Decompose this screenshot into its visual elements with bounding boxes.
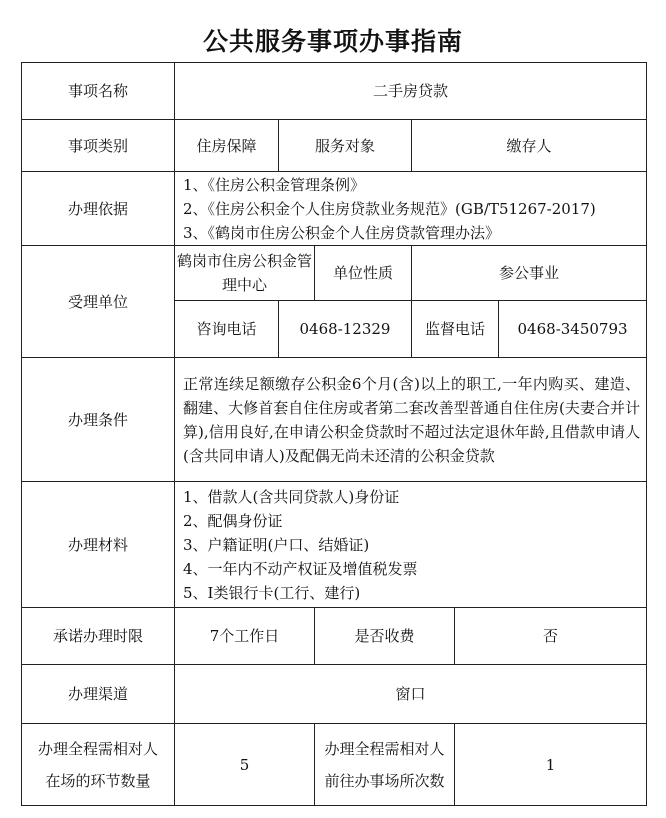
row-label-category: 事项类别 (22, 120, 175, 172)
row-label-counts (22, 724, 175, 806)
table-row (22, 358, 647, 482)
phone-value: 0468-12329 (279, 301, 412, 358)
table-row (22, 172, 647, 246)
table-row (22, 608, 647, 665)
row-label-unit: 受理单位 (22, 246, 175, 358)
fee-label: 是否收费 (315, 608, 455, 665)
list-item: 3、户籍证明(户口、结婚证) (183, 535, 370, 554)
list-item: 3、《鹤岗市住房公积金个人住房贷款管理办法》 (183, 223, 501, 242)
page-title: 公共服务事项办事指南 (202, 27, 463, 56)
item-category-value: 住房保障 (175, 120, 279, 172)
row-label-name: 事项名称 (22, 63, 175, 120)
counts-label2 (315, 724, 455, 806)
counts-label-line1: 办理全程需相对人 (37, 739, 158, 758)
time-value: 7个工作日 (175, 608, 315, 665)
counts-value1: 5 (175, 724, 315, 806)
fee-value: 否 (455, 608, 647, 665)
channel-value: 窗口 (175, 665, 647, 724)
supervise-label: 监督电话 (412, 301, 499, 358)
target-value: 缴存人 (412, 120, 647, 172)
unit-name: 鹤岗市住房公积金管理中心 (175, 246, 315, 301)
counts-value2: 1 (455, 724, 647, 806)
item-name-value: 二手房贷款 (175, 63, 647, 120)
table-row (22, 724, 647, 806)
list-item: 2、《住房公积金个人住房贷款业务规范》(GB/T51267-2017) (183, 199, 596, 218)
list-item: 4、一年内不动产权证及增值税发票 (183, 559, 418, 578)
guide-table (21, 62, 647, 806)
condition-text: 正常连续足额缴存公积金6个月(含)以上的职工,一年内购买、建造、翻建、大修首套自住住房或者第二套改善型普通自住住房(夫妻合并计算),信用良好,在申请公积金贷款时不超过法定退休年龄,且借款申请人(含共同申请人)及配偶无尚未还清的公积金贷款 (175, 358, 647, 482)
row-label-materials: 办理材料 (22, 482, 175, 608)
supervise-value: 0468-3450793 (499, 301, 647, 358)
list-item: 1、《住房公积金管理条例》 (183, 175, 366, 194)
table-row (22, 665, 647, 724)
unit-nature-label: 单位性质 (315, 246, 412, 301)
table-row (22, 246, 647, 301)
table-row (22, 120, 647, 172)
list-item: 5、Ⅰ类银行卡(工行、建行) (183, 583, 361, 602)
counts-label-line2: 在场的环节数量 (45, 771, 151, 790)
row-label-condition: 办理条件 (22, 358, 175, 482)
list-item: 1、借款人(含共同贷款人)身份证 (183, 487, 400, 506)
row-label-time: 承诺办理时限 (22, 608, 175, 665)
list-item: 2、配偶身份证 (183, 511, 283, 530)
row-label-channel: 办理渠道 (22, 665, 175, 724)
counts-label2-line2: 前往办事场所次数 (324, 771, 445, 790)
table-row (22, 482, 647, 608)
phone-label: 咨询电话 (175, 301, 279, 358)
counts-label2-line1: 办理全程需相对人 (324, 739, 445, 758)
basis-list (175, 172, 647, 246)
target-label: 服务对象 (279, 120, 412, 172)
table-row (22, 63, 647, 120)
unit-nature-value: 参公事业 (412, 246, 647, 301)
materials-list (175, 482, 647, 608)
row-label-basis: 办理依据 (22, 172, 175, 246)
